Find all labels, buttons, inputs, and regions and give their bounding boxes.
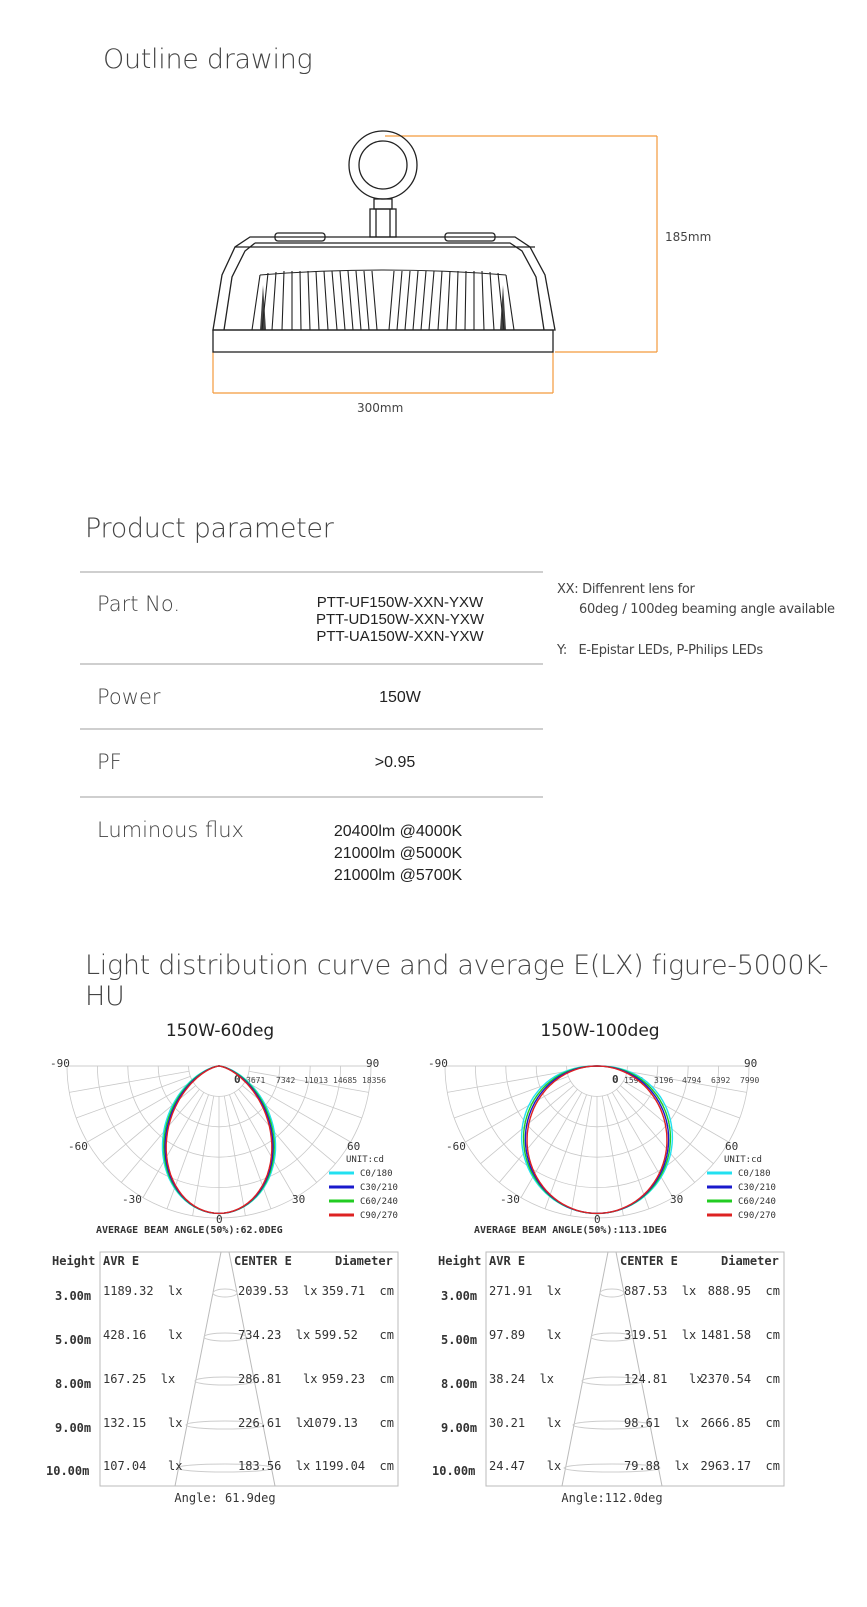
row-height: 9.00m	[441, 1421, 478, 1435]
legend-label: C60/240	[360, 1197, 398, 1207]
legend-label: C30/210	[360, 1183, 398, 1193]
legend-label: C60/240	[738, 1197, 776, 1207]
product-title: Product parameter	[85, 513, 334, 544]
angle-label-p30: 30	[292, 1193, 306, 1206]
row-center: 98.61 lx	[624, 1416, 690, 1430]
radial-tick: 1598	[624, 1076, 644, 1085]
polar-chart-100deg	[420, 1052, 800, 1237]
origin-label: 0	[612, 1073, 619, 1086]
header-center: CENTER E	[234, 1254, 292, 1268]
header-center: CENTER E	[620, 1254, 678, 1268]
row-avr: 167.25 lx	[103, 1372, 176, 1386]
beam-angle-label: AVERAGE BEAM ANGLE(50%):113.1DEG	[474, 1225, 667, 1236]
row-avr: 1189.32 lx	[103, 1284, 183, 1298]
row-diameter: 1079.13 cm	[307, 1416, 394, 1430]
param-value-pf: >0.95	[374, 754, 416, 771]
row-diameter: 2963.17 cm	[700, 1459, 780, 1473]
polar-spoke	[465, 1081, 570, 1142]
radial-tick: 4794	[682, 1076, 702, 1085]
header-avr: AVR E	[489, 1254, 526, 1268]
polar-spoke	[103, 1086, 196, 1164]
part-number: PTT-UF150W-XXN-YXW	[316, 594, 484, 611]
row-center: 734.23 lx	[238, 1328, 311, 1342]
legend-label: C0/180	[738, 1169, 771, 1179]
part-number: PTT-UD150W-XXN-YXW	[315, 611, 485, 628]
row-avr: 132.15 lx	[103, 1416, 183, 1430]
row-diameter: 2370.54 cm	[700, 1372, 780, 1386]
row-height: 5.00m	[441, 1333, 478, 1347]
row-diameter: 1199.04 cm	[314, 1459, 394, 1473]
cone-ellipse	[600, 1289, 624, 1297]
part-number: PTT-UA150W-XXN-YXW	[316, 628, 484, 645]
param-label-power: Power	[97, 685, 161, 709]
chart-title-100deg: 150W-100deg	[540, 1021, 660, 1041]
row-avr: 428.16 lx	[103, 1328, 183, 1342]
polar-grid	[67, 1066, 371, 1218]
unit-label: UNIT:cd	[346, 1155, 384, 1165]
illuminance-table-100deg	[426, 1248, 806, 1508]
note-xx-line1: XX: Diffenrent lens for	[557, 582, 695, 597]
flux-value: 20400lm @4000K	[333, 823, 463, 840]
beam-angle-label: AVERAGE BEAM ANGLE(50%):62.0DEG	[96, 1225, 283, 1236]
unit-label: UNIT:cd	[724, 1155, 762, 1165]
angle-label-m90: -90	[50, 1057, 70, 1070]
angle-label-p30: 30	[670, 1193, 684, 1206]
row-avr: 97.89 lx	[489, 1328, 562, 1342]
polar-spoke	[602, 1096, 623, 1216]
row-diameter: 959.23 cm	[321, 1372, 394, 1386]
radial-tick: 6392	[711, 1076, 731, 1085]
polar-spoke	[499, 1089, 577, 1182]
row-center: 124.81 lx	[624, 1372, 704, 1386]
polar-spoke	[571, 1096, 592, 1216]
param-label-luminous-flux: Luminous flux	[97, 818, 244, 842]
polar-spoke	[69, 1071, 189, 1092]
radial-tick: 3196	[654, 1076, 674, 1085]
polar-spoke	[607, 1095, 649, 1209]
polar-chart-60deg	[40, 1052, 420, 1237]
row-height: 10.00m	[46, 1464, 90, 1478]
width-dimension: 300mm	[357, 401, 404, 415]
divider	[80, 728, 543, 730]
light-title: Light distribution curve and average E(LX) figure-5000K-HU	[85, 950, 829, 1012]
param-label-part-no: Part No.	[97, 592, 180, 616]
polar-grid	[445, 1066, 749, 1218]
table-svg	[40, 1248, 420, 1508]
row-height: 8.00m	[55, 1377, 92, 1391]
radial-tick: 18356	[362, 1076, 387, 1085]
angle-label-p90: 90	[366, 1057, 380, 1070]
angle-label-p90: 90	[744, 1057, 758, 1070]
row-diameter: 359.71 cm	[321, 1284, 394, 1298]
divider	[80, 796, 543, 798]
divider	[80, 663, 543, 665]
row-avr: 107.04 lx	[103, 1459, 183, 1473]
height-dimension: 185mm	[665, 230, 712, 244]
origin-label: 0	[234, 1073, 241, 1086]
header-height: Height	[438, 1254, 482, 1268]
row-center: 183.56 lx	[238, 1459, 311, 1473]
outline-drawing	[200, 125, 680, 420]
row-center: 2039.53 lx	[238, 1284, 318, 1298]
row-center: 887.53 lx	[624, 1284, 697, 1298]
angle-label-m30: -30	[122, 1193, 142, 1206]
note-xx-line2: 60deg / 100deg beaming angle available	[579, 602, 835, 617]
row-diameter: 888.95 cm	[707, 1284, 780, 1298]
angle-label-m90: -90	[428, 1057, 448, 1070]
row-height: 9.00m	[55, 1421, 92, 1435]
row-height: 3.00m	[55, 1289, 92, 1303]
flux-value: 21000lm @5700K	[333, 867, 463, 884]
header-height: Height	[52, 1254, 96, 1268]
row-avr: 38.24 lx	[489, 1372, 555, 1386]
row-center: 319.51 lx	[624, 1328, 697, 1342]
row-height: 3.00m	[441, 1289, 478, 1303]
row-height: 10.00m	[432, 1464, 476, 1478]
header-diameter: Diameter	[335, 1254, 393, 1268]
radial-tick: 11013	[304, 1076, 329, 1085]
polar-spoke	[193, 1096, 214, 1216]
param-value-luminous-flux	[298, 821, 498, 887]
polar-spoke	[224, 1096, 245, 1216]
legend-label: C0/180	[360, 1169, 393, 1179]
row-diameter: 599.52 cm	[314, 1328, 394, 1342]
cone-angle-label: Angle:112.0deg	[561, 1491, 663, 1505]
angle-label-m60: -60	[446, 1140, 466, 1153]
outline-title: Outline drawing	[103, 44, 313, 75]
chart-title-60deg: 150W-60deg	[165, 1021, 275, 1041]
radial-tick: 7342	[276, 1076, 296, 1085]
param-value-part-no	[300, 594, 500, 645]
row-diameter: 2666.85 cm	[700, 1416, 780, 1430]
row-avr: 24.47 lx	[489, 1459, 562, 1473]
angle-label-m60: -60	[68, 1140, 88, 1153]
param-label-pf: PF	[97, 750, 122, 774]
illuminance-table-60deg	[40, 1248, 420, 1508]
note-y-line: Y: E-Epistar LEDs, P-Philips LEDs	[557, 643, 763, 658]
cone-angle-label: Angle: 61.9deg	[174, 1491, 276, 1505]
divider	[80, 571, 543, 573]
table-svg	[426, 1248, 806, 1508]
polar-spoke	[242, 1086, 335, 1164]
polar-spoke	[623, 1081, 728, 1142]
cone-ellipse	[213, 1289, 237, 1297]
header-diameter: Diameter	[721, 1254, 779, 1268]
polar-spoke	[545, 1095, 587, 1209]
radial-tick: 3671	[246, 1076, 266, 1085]
angle-label-m30: -30	[500, 1193, 520, 1206]
legend-label: C90/270	[360, 1211, 398, 1221]
polar-spoke	[239, 1089, 317, 1182]
row-center: 79.88 lx	[624, 1459, 690, 1473]
polar-spoke	[617, 1089, 695, 1182]
flux-value: 21000lm @5000K	[333, 845, 463, 862]
radial-tick: 7990	[740, 1076, 760, 1085]
polar-spoke	[87, 1081, 192, 1142]
row-avr: 271.91 lx	[489, 1284, 562, 1298]
legend-label: C90/270	[738, 1211, 776, 1221]
row-height: 5.00m	[55, 1333, 92, 1347]
row-center: 286.81 lx	[238, 1372, 318, 1386]
angle-label-zero: 0	[594, 1213, 601, 1226]
legend-label: C30/210	[738, 1183, 776, 1193]
header-avr: AVR E	[103, 1254, 140, 1268]
row-avr: 30.21 lx	[489, 1416, 562, 1430]
polar-spoke	[245, 1081, 350, 1142]
angle-label-zero: 0	[216, 1213, 223, 1226]
param-value-power: 150W	[379, 689, 421, 706]
row-height: 8.00m	[441, 1377, 478, 1391]
radial-tick: 14685	[333, 1076, 358, 1085]
angle-label-p60: 60	[347, 1140, 361, 1153]
row-diameter: 1481.58 cm	[700, 1328, 780, 1342]
angle-label-p60: 60	[725, 1140, 739, 1153]
row-center: 226.61 lx	[238, 1416, 311, 1430]
polar-spoke	[121, 1089, 199, 1182]
